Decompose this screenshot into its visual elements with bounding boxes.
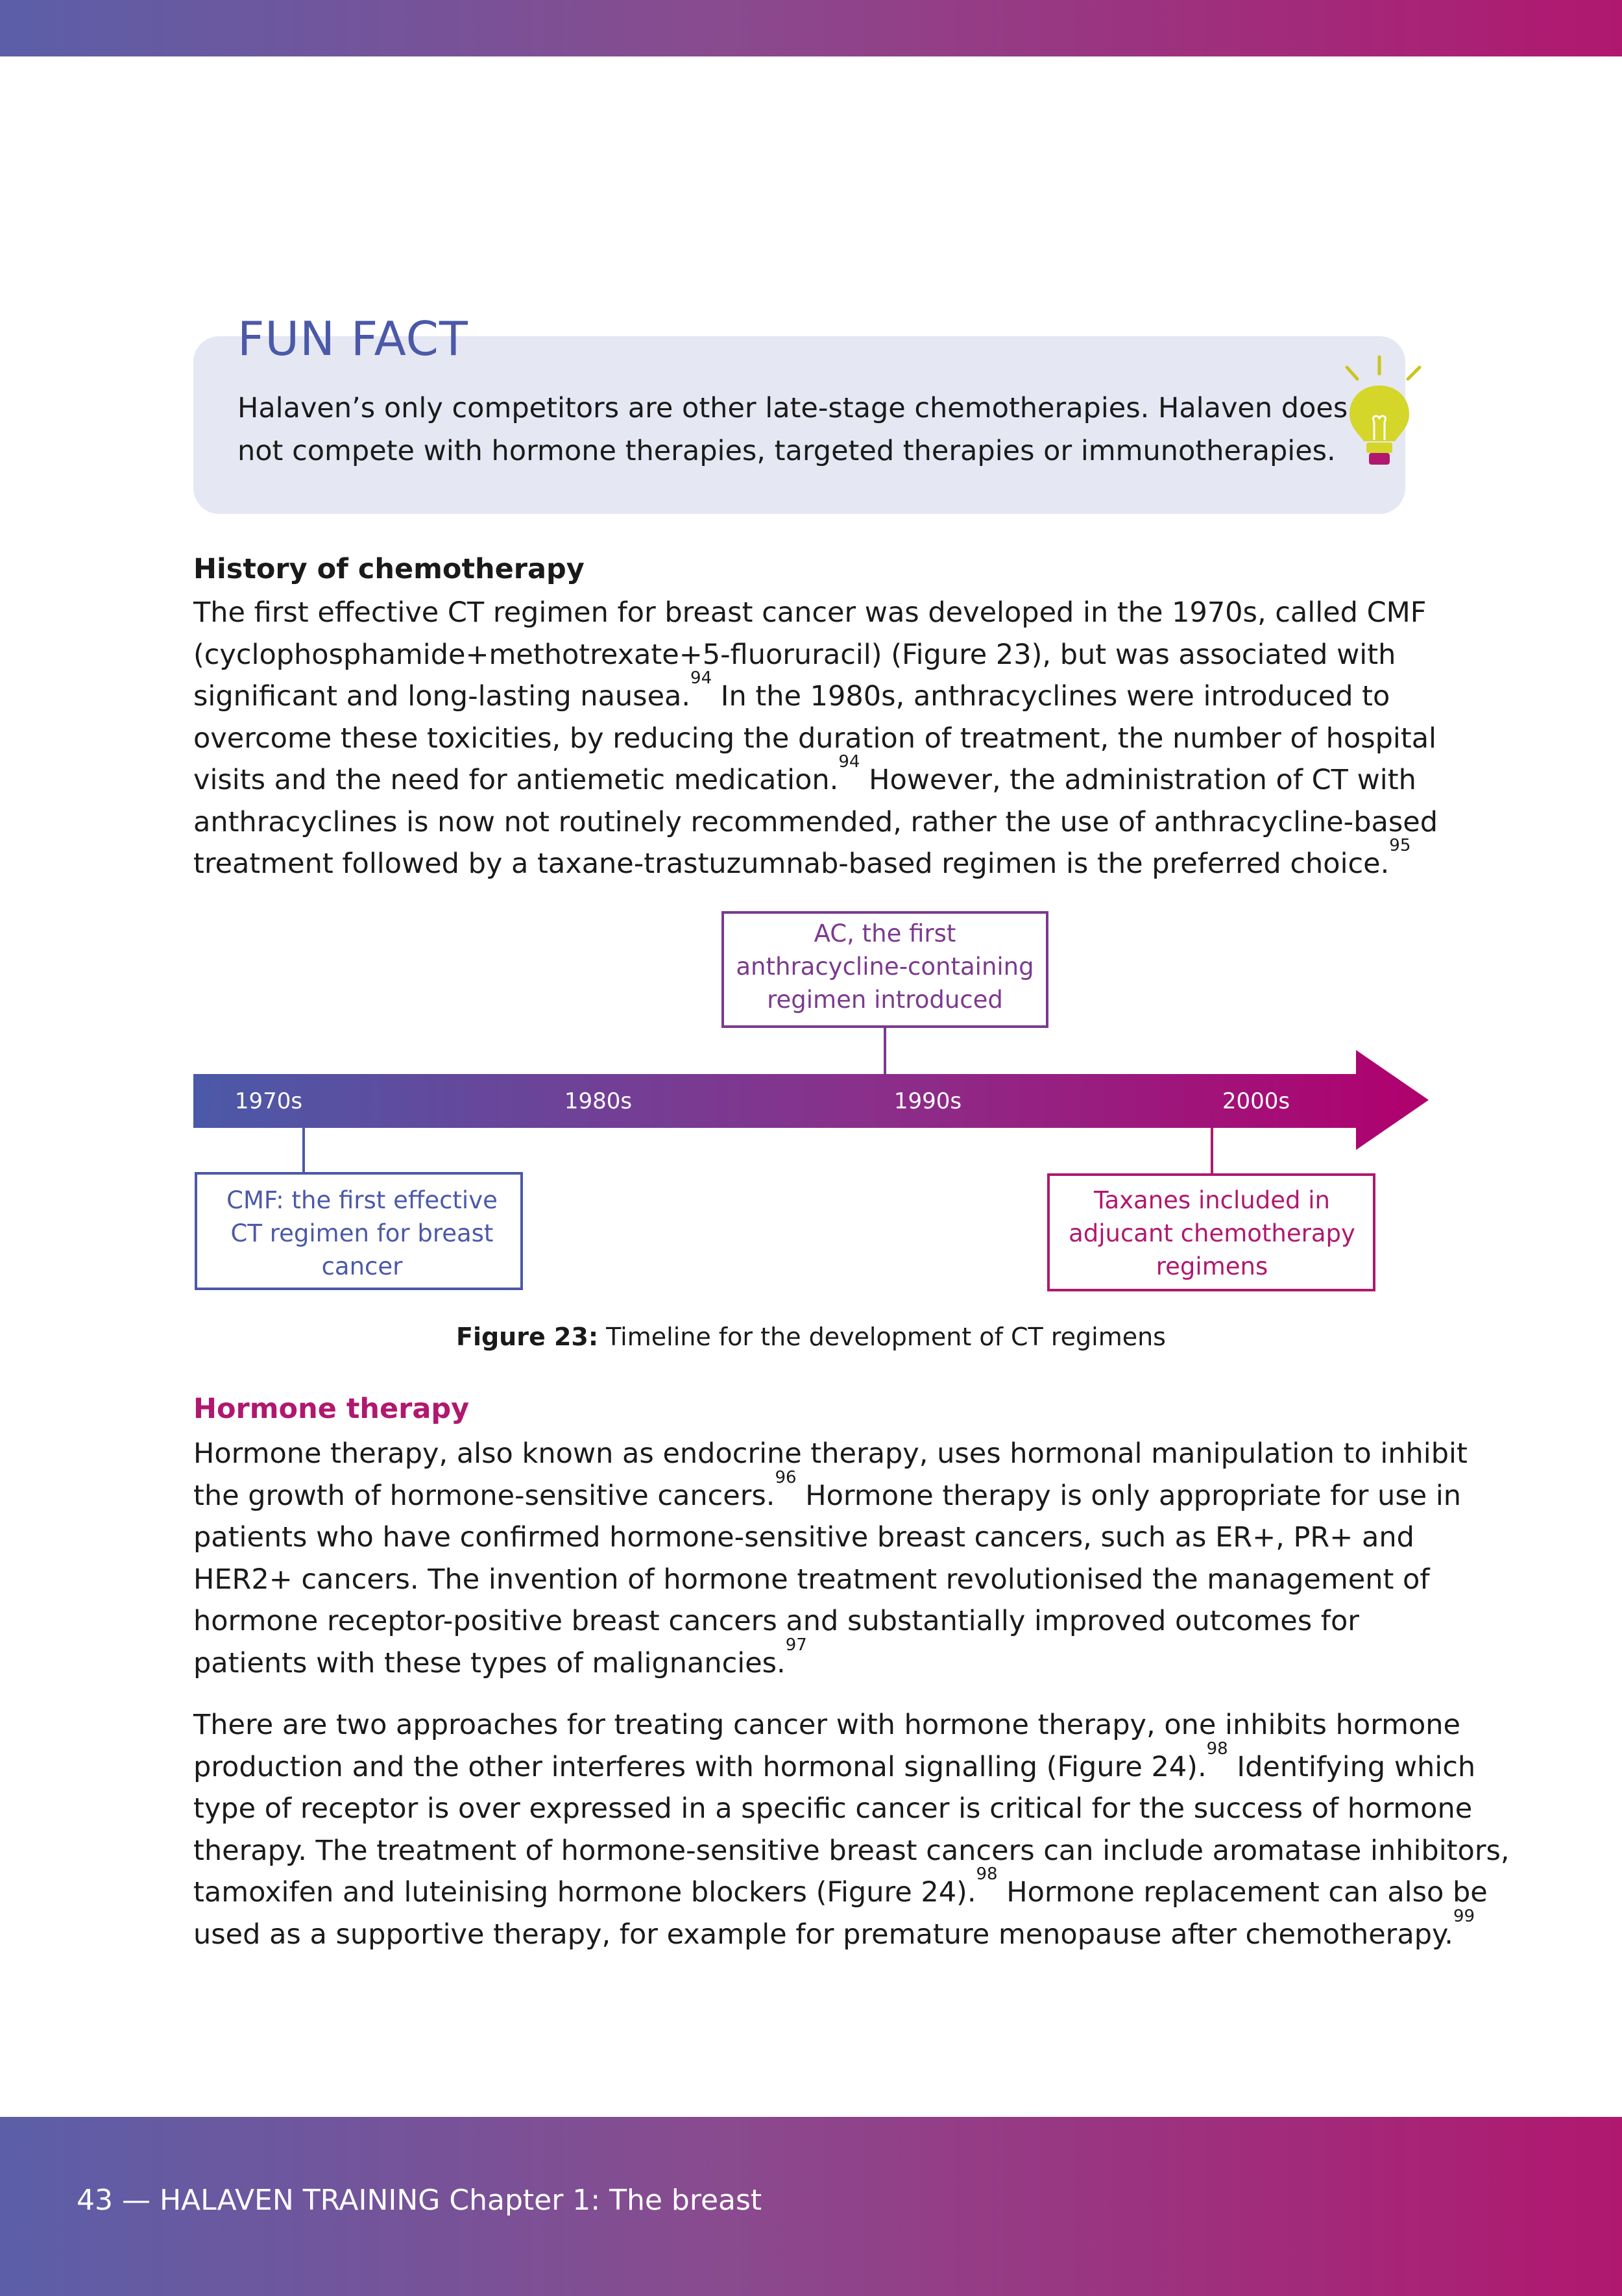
figure-caption-text: Timeline for the development of CT regimens (598, 1323, 1166, 1351)
paragraph-line: patients with these types of malignancies.$^{97}$ (193, 1635, 807, 1679)
footer-text: 43 — HALAVEN TRAINING Chapter 1: The breast (77, 2184, 762, 2217)
paragraph-line: treatment followed by a taxane-trastuzumnab-based regimen is the preferred choice.$^{95}$ (193, 836, 1411, 880)
paragraph-line: tamoxifen and luteinising hormone blockers (Figure 24).$^{98}$ Hormone replacement can also be (193, 1864, 1488, 1909)
paragraph-line: The first effective CT regimen for breast cancer was developed in the 1970s, called CMF (193, 596, 1427, 629)
fun-fact-title: FUN FACT (237, 311, 468, 366)
reference-superscript: 94 (838, 752, 860, 772)
ac-box-line: regimen introduced (767, 986, 1003, 1014)
paragraph-line: visits and the need for antiemetic medication.$^{94}$ However, the administration of CT with (193, 752, 1416, 796)
fun-fact-line: Halaven’s only competitors are other late-stage chemotherapies. Halaven does (237, 392, 1348, 424)
paragraph-line: anthracyclines is now not routinely recommended, rather the use of anthracycline-based (193, 805, 1438, 838)
decade-label: 2000s (1222, 1088, 1290, 1114)
paragraph-line: patients who have confirmed hormone-sensitive breast cancers, such as ER+, PR+ and (193, 1521, 1414, 1554)
figure-caption (0, 1323, 1622, 1351)
paragraph-line: (cyclophosphamide+methotrexate+5-fluoruracil) (Figure 23), but was associated with (193, 638, 1396, 671)
history-paragraph (193, 592, 1438, 885)
paragraph-line: production and the other interferes with hormonal signalling (Figure 24).$^{98}$ Identifying which (193, 1739, 1476, 1783)
ac-box-line: anthracycline-containing (736, 953, 1034, 981)
paragraph-line: used as a supportive therapy, for example for premature menopause after chemotherapy.$^{99}$ (193, 1906, 1475, 1951)
reference-superscript: 99 (1453, 1906, 1475, 1926)
taxane-box-line: Taxanes included in (1093, 1186, 1331, 1214)
paragraph-line: Hormone therapy, also known as endocrine therapy, uses hormonal manipulation to inhibit (193, 1437, 1468, 1470)
history-heading: History of chemotherapy (193, 553, 585, 585)
lightbulb-icon (1342, 350, 1433, 480)
reference-superscript: 95 (1389, 836, 1411, 855)
top-header-bar (0, 0, 1622, 56)
ac-box-line: AC, the first (814, 920, 956, 947)
reference-superscript: 98 (976, 1864, 998, 1884)
paragraph-line: HER2+ cancers. The invention of hormone treatment revolutionised the management of (193, 1563, 1430, 1596)
reference-superscript: 97 (785, 1635, 807, 1655)
paragraph-line: overcome these toxicities, by reducing the duration of treatment, the number of hospital (193, 722, 1436, 755)
cmf-box-line: CT regimen for breast (230, 1219, 494, 1247)
paragraph-line: type of receptor is over expressed in a specific cancer is critical for the success of hormone (193, 1792, 1473, 1825)
cmf-box-line: CMF: the first effective (226, 1186, 498, 1214)
figure-label: Figure 23: (456, 1323, 599, 1351)
cmf-box-line: cancer (321, 1252, 403, 1280)
decade-label: 1980s (564, 1088, 633, 1114)
ct-timeline-figure (0, 902, 1622, 1304)
paragraph-line: hormone receptor-positive breast cancers and substantially improved outcomes for (193, 1605, 1359, 1637)
reference-superscript: 96 (775, 1467, 797, 1487)
paragraph-line: therapy. The treatment of hormone-sensitive breast cancers can include aromatase inhibitors, (193, 1834, 1510, 1867)
hormone-paragraph-1 (193, 1433, 1468, 1684)
taxane-box-line: regimens (1156, 1252, 1268, 1280)
reference-superscript: 94 (690, 668, 712, 688)
decade-label: 1990s (893, 1088, 962, 1114)
hormone-heading: Hormone therapy (193, 1393, 470, 1425)
decade-label: 1970s (234, 1088, 303, 1114)
paragraph-line: significant and long-lasting nausea.$^{94}$ In the 1980s, anthracyclines were introduced to (193, 668, 1390, 713)
paragraph-line: There are two approaches for treating cancer with hormone therapy, one inhibits hormone (193, 1709, 1460, 1741)
taxane-box-line: adjucant chemotherapy (1069, 1219, 1355, 1247)
reference-superscript: 98 (1206, 1739, 1228, 1759)
fun-fact-line: not compete with hormone therapies, targeted therapies or immunotherapies. (237, 435, 1336, 467)
fun-fact-text (237, 387, 1348, 472)
hormone-paragraph-2 (193, 1704, 1510, 1955)
paragraph-line: the growth of hormone-sensitive cancers.$^{96}$ Hormone therapy is only appropriate for use in (193, 1467, 1462, 1512)
